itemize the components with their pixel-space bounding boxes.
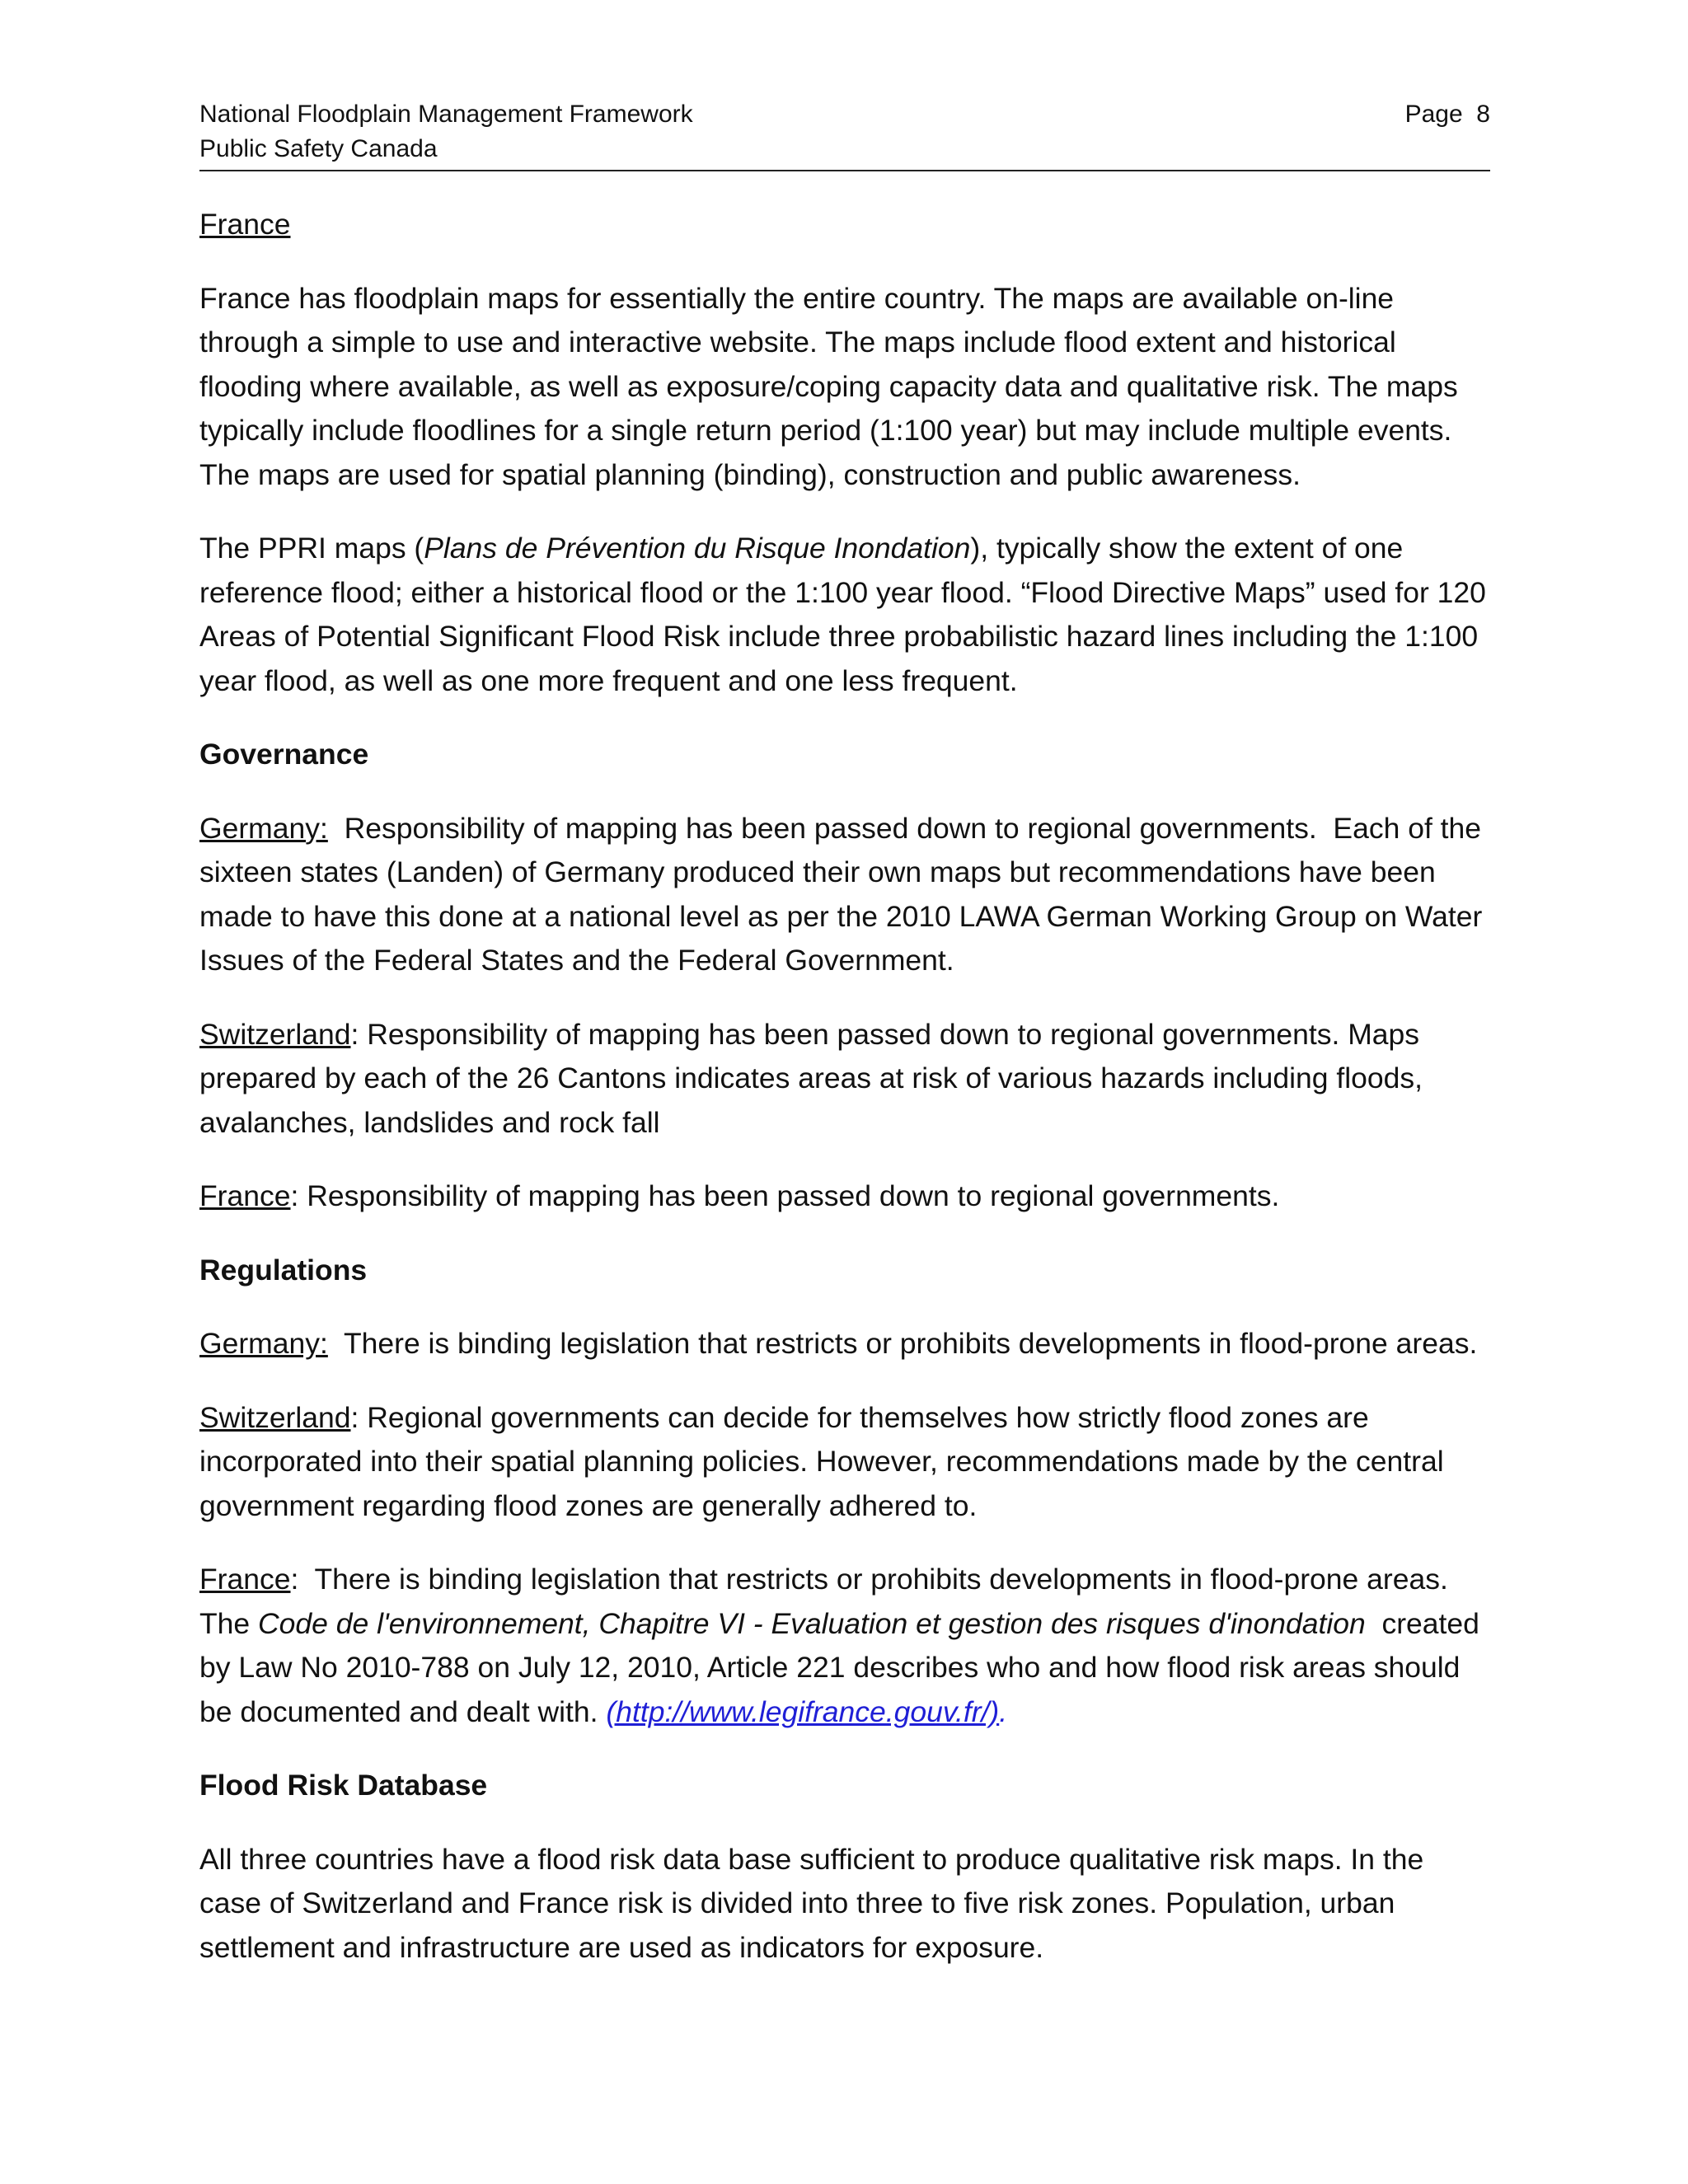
legifrance-link[interactable]: (http://www.legifrance.gouv.fr/)	[606, 1694, 1000, 1728]
header-organization: Public Safety Canada	[199, 135, 438, 162]
code-environnement-italic: Code de l'environnement, Chapitre VI - Evaluation et gestion des risques d'inondation	[258, 1606, 1366, 1640]
governance-heading: Governance	[199, 738, 369, 771]
regulations-france: France: There is binding legislation that restricts or prohibits developments in flood-prone areas. The Code de l'environnement, Chapitre VI - Evaluation et gestion des risques d'inondation created by Law No 2010-788 on July 12, 2010, Article 221 describes who and how flood risk areas should be documented and dealt with. (http://www.legifrance.gouv.fr/).	[199, 1563, 1488, 1728]
flood-risk-database-heading: Flood Risk Database	[199, 1769, 488, 1802]
regulations-germany-label: Germany:	[199, 1327, 328, 1360]
france-paragraph-1: France has floodplain maps for essentially the entire country. The maps are available on-line through a simple to use and interactive website. The maps include flood extent and historical flooding where available, as well as exposure/coping capacity data and qualitative risk. The maps typically include floodlines for a single return period (1:100 year) but may include multiple events. The maps are used for spatial planning (binding), construction and public awareness.	[199, 281, 1458, 491]
regulations-switzerland-label: Switzerland	[199, 1400, 351, 1434]
page-number: Page 8	[1404, 101, 1490, 128]
regulations-germany: Germany: There is binding legislation that restricts or prohibits developments in flood-prone areas.	[199, 1327, 1478, 1360]
regulations-heading: Regulations	[199, 1253, 368, 1286]
regulations-france-label: France	[199, 1563, 291, 1596]
regulations-switzerland: Switzerland: Regional governments can decide for themselves how strictly flood zones are incorporated into their spatial planning policies. However, recommendations made by the central government regarding flood zones are generally adhered to.	[199, 1400, 1444, 1522]
ppri-italic-title: Plans de Prévention du Risque Inondation	[424, 532, 971, 565]
governance-switzerland: Switzerland: Responsibility of mapping has been passed down to regional governments. Maps prepared by each of the 26 Cantons indicates areas at risk of various hazards including floods, avalanches, landslides and rock fall	[199, 1017, 1423, 1139]
governance-germany-label: Germany:	[199, 811, 328, 845]
governance-germany: Germany: Responsibility of mapping has been passed down to regional governments. Each of the sixteen states (Landen) of Germany produced their own maps but recommendations have been made to have this done at a national level as per the 2010 LAWA German Working Group on Water Issues of the Federal States and the Federal Government.	[199, 811, 1491, 977]
header-title: National Floodplain Management Framework	[199, 101, 693, 128]
governance-france-label: France	[199, 1179, 291, 1212]
france-heading: France	[199, 208, 291, 241]
document-body	[199, 203, 1490, 1999]
page-header	[199, 97, 1490, 171]
governance-france: France: Responsibility of mapping has been passed down to regional governments.	[199, 1179, 1280, 1212]
governance-switzerland-label: Switzerland	[199, 1017, 351, 1051]
flood-risk-database-text: All three countries have a flood risk data base sufficient to produce qualitative risk maps. In the case of Switzerland and France risk is divided into three to five risk zones. Population, urban settlement and infrastructure are used as indicators for exposure.	[199, 1842, 1424, 1964]
france-paragraph-2: The PPRI maps (Plans de Prévention du Risque Inondation), typically show the extent of one reference flood; either a historical flood or the 1:100 year flood. “Flood Directive Maps” used for 120 Areas of Potential Significant Flood Risk include three probabilistic hazard lines including the 1:100 year flood, as well as one more frequent and one less frequent.	[199, 532, 1486, 697]
